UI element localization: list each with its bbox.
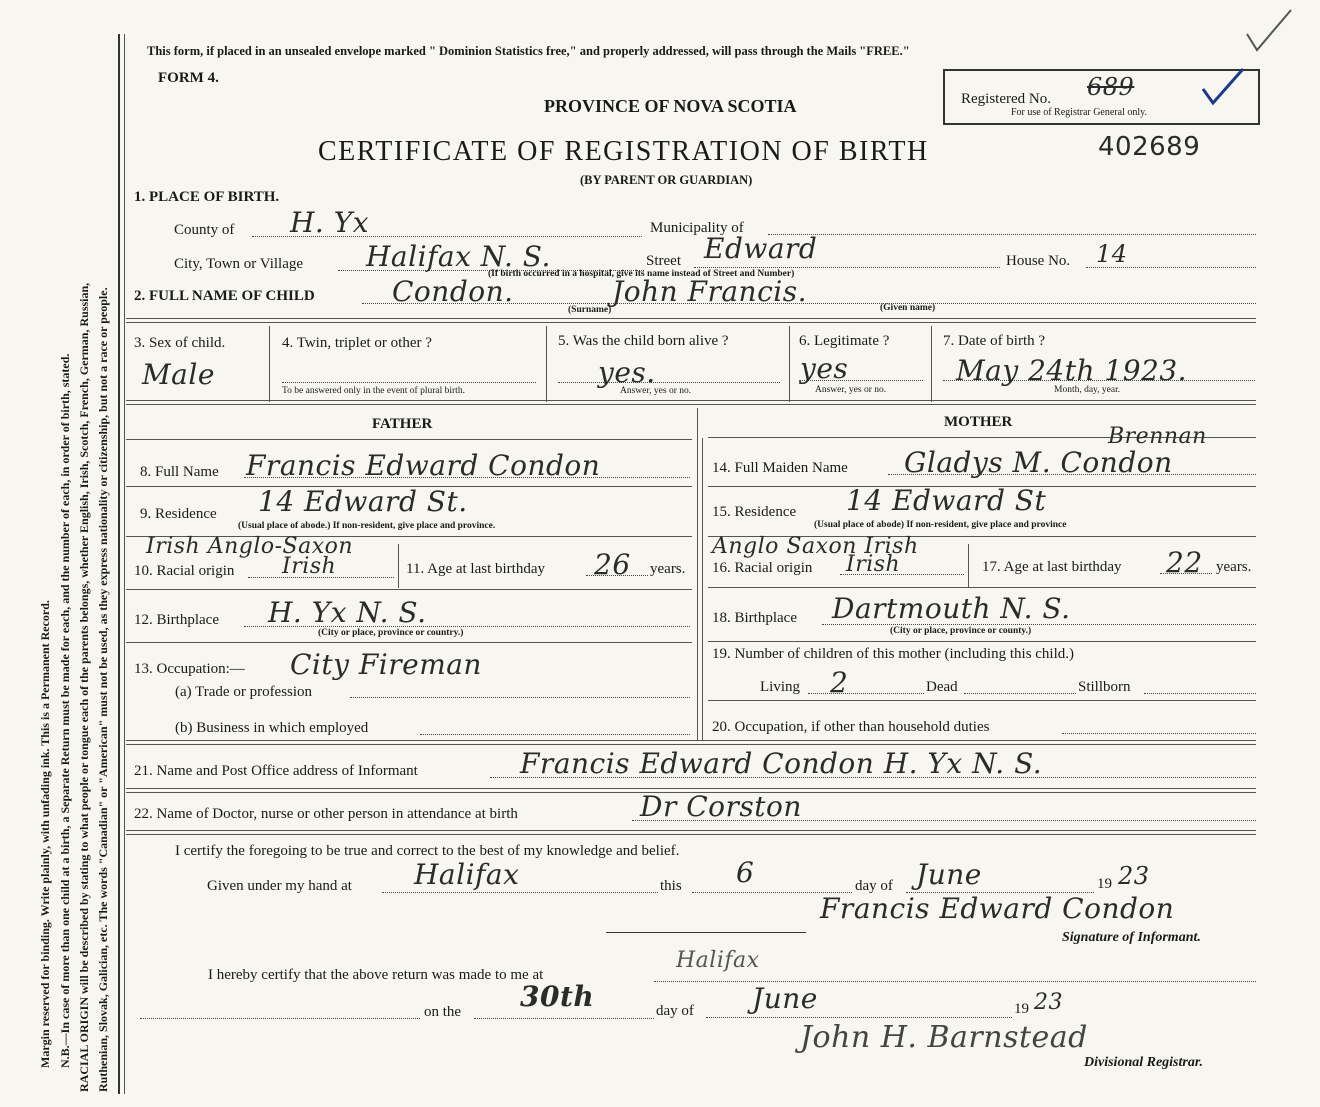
- registrar-statement: I hereby certify that the above return was made to me at: [208, 967, 544, 983]
- on-the-label: on the: [424, 1004, 462, 1020]
- stillborn-label: Stillborn: [1078, 679, 1131, 695]
- registrar-label: Divisional Registrar.: [1084, 1055, 1204, 1070]
- alive-note: Answer, yes or no.: [620, 386, 692, 396]
- city-label: City, Town or Village: [174, 256, 304, 272]
- municipality-label: Municipality of: [650, 220, 744, 236]
- child-name-label: 2. FULL NAME OF CHILD: [134, 288, 315, 304]
- living-label: Living: [760, 679, 800, 695]
- father-name-label: 8. Full Name: [140, 464, 219, 480]
- margin-note-racial-origin-cont: Ruthenian, Slovak, Galician, etc. The words "Canadian" or "American" must not be used, as they express nationality or citizenship, but not a race or people.: [96, 287, 110, 1092]
- informant-value: Francis Edward Condon H. Yx N. S.: [520, 747, 1043, 780]
- surname-note: (Surname): [568, 305, 612, 315]
- mother-heading: MOTHER: [944, 414, 1013, 430]
- mother-origin-extra: Anglo Saxon Irish: [712, 534, 919, 559]
- signature-label: Signature of Informant.: [1062, 930, 1201, 945]
- father-residence-label: 9. Residence: [140, 506, 217, 522]
- registration-year-prefix: 19: [1014, 1001, 1029, 1017]
- mother-origin-label: 16. Racial origin: [712, 560, 813, 576]
- certify-statement: I certify the foregoing to be true and correct to the best of my knowledge and belief.: [175, 843, 680, 859]
- alive-label: 5. Was the child born alive ?: [558, 333, 729, 349]
- blue-check-icon: [1201, 67, 1245, 107]
- father-age-years: years.: [650, 561, 686, 577]
- binding-line: [118, 34, 120, 1094]
- registration-day-of-label: day of: [656, 1003, 694, 1019]
- living-value: 2: [830, 666, 849, 699]
- father-age-label: 11. Age at last birthday: [406, 561, 545, 577]
- twin-note: To be answered only in the event of plural birth.: [282, 386, 465, 396]
- registration-year-suffix: 23: [1034, 990, 1063, 1015]
- given-label: Given under my hand at: [207, 878, 352, 894]
- county-label: County of: [174, 222, 235, 238]
- legitimate-note: Answer, yes or no.: [815, 385, 887, 395]
- mother-name-extra: Brennan: [1108, 424, 1207, 449]
- registrar-signature: John H. Barnstead: [800, 1020, 1088, 1055]
- sex-label: 3. Sex of child.: [134, 335, 226, 351]
- child-given-name: John Francis.: [612, 275, 807, 308]
- mother-birthplace-value: Dartmouth N. S.: [832, 592, 1071, 625]
- day-of-label: day of: [855, 878, 893, 894]
- child-surname: Condon.: [392, 275, 514, 308]
- mother-children-label: 19. Number of children of this mother (including this child.): [712, 646, 1075, 662]
- divider: [126, 318, 1256, 323]
- hospital-note: (If birth occurred in a hospital, give its name instead of Street and Number): [488, 269, 795, 279]
- father-name-value: Francis Edward Condon: [246, 449, 601, 482]
- street-label: Street: [646, 253, 681, 269]
- father-residence-value: 14 Edward St.: [258, 485, 468, 518]
- registration-day: 30th: [520, 980, 595, 1013]
- margin-note-racial-origin: RACIAL ORIGIN will be described by stating to what people or tongue each of the parents belongs, whether English, Irish, Scotch, French, German, Russian,: [77, 282, 91, 1092]
- form-number: FORM 4.: [158, 70, 219, 86]
- dob-value: May 24th 1923.: [956, 354, 1188, 387]
- father-age-value: 26: [594, 548, 631, 581]
- mother-residence-note: (Usual place of abode) If non-resident, give place and province: [814, 520, 1067, 530]
- dead-label: Dead: [926, 679, 958, 695]
- alive-value: yes.: [598, 356, 656, 389]
- mother-birthplace-label: 18. Birthplace: [712, 610, 797, 626]
- father-heading: FATHER: [372, 416, 433, 432]
- mother-age-years: years.: [1216, 559, 1252, 575]
- father-birthplace-label: 12. Birthplace: [134, 612, 219, 628]
- sex-value: Male: [142, 358, 215, 391]
- certificate-number: 402689: [1098, 132, 1201, 162]
- mother-name-value: Gladys M. Condon: [904, 446, 1173, 479]
- father-occupation-label: 13. Occupation:—: [134, 661, 245, 677]
- mother-name-label: 14. Full Maiden Name: [712, 460, 848, 476]
- father-birthplace-note: (City or place, province or country.): [318, 628, 464, 638]
- twin-label: 4. Twin, triplet or other ?: [282, 335, 432, 351]
- father-birthplace-value: H. Yx N. S.: [268, 596, 427, 629]
- year-prefix: 19: [1097, 876, 1112, 892]
- registrar-use-note: For use of Registrar General only.: [1011, 107, 1147, 118]
- informant-signature: Francis Edward Condon: [820, 892, 1175, 925]
- margin-note-binding: Margin reserved for binding. Write plainly, with unfading ink. This is a Permanent Record.: [38, 600, 52, 1068]
- checkmark-icon: [1245, 8, 1295, 54]
- given-day: 6: [736, 856, 755, 889]
- father-residence-note: (Usual place of abode.) If non-resident, give place and province.: [238, 521, 496, 531]
- street-value: Edward: [704, 232, 818, 265]
- given-place: Halifax: [414, 858, 520, 891]
- father-origin-extra: Irish Anglo-Saxon: [146, 534, 354, 559]
- doctor-label: 22. Name of Doctor, nurse or other person in attendance at birth: [134, 806, 518, 822]
- legitimate-label: 6. Legitimate ?: [799, 333, 890, 349]
- father-origin-value: Irish: [282, 554, 337, 579]
- this-label: this: [660, 878, 682, 894]
- county-value: H. Yx: [290, 206, 369, 239]
- father-occupation-value: City Fireman: [290, 648, 482, 681]
- doctor-value: Dr Corston: [640, 790, 802, 823]
- dob-label: 7. Date of birth ?: [943, 333, 1046, 349]
- mother-occupation-label: 20. Occupation, if other than household duties: [712, 719, 990, 735]
- father-trade-label: (a) Trade or profession: [175, 684, 313, 700]
- registered-number: 689: [1087, 73, 1135, 101]
- place-heading: 1. PLACE OF BIRTH.: [134, 189, 280, 205]
- certificate-title: CERTIFICATE OF REGISTRATION OF BIRTH: [318, 136, 929, 167]
- mother-origin-value: Irish: [846, 552, 901, 577]
- father-business-label: (b) Business in which employed: [175, 720, 369, 736]
- given-name-note: (Given name): [880, 303, 936, 313]
- legitimate-value: yes: [800, 352, 849, 385]
- informant-label: 21. Name and Post Office address of Informant: [134, 763, 418, 779]
- house-label: House No.: [1006, 253, 1071, 269]
- margin-note-plural-births: N.B.—In case of more than one child at a birth, a Separate Return must be made for each, and the number of each, in order of birth, stated.: [58, 353, 72, 1068]
- mother-birthplace-note: (City or place, province or county.): [890, 626, 1032, 636]
- mother-residence-value: 14 Edward St: [846, 484, 1047, 517]
- city-value: Halifax N. S.: [366, 240, 551, 273]
- mail-notice: This form, if placed in an unsealed envelope marked " Dominion Statistics free," and properly addressed, will pass through the Mails "FREE.": [147, 44, 910, 58]
- mother-age-value: 22: [1166, 546, 1203, 579]
- father-origin-label: 10. Racial origin: [134, 563, 235, 579]
- dob-note: Month, day, year.: [1054, 385, 1121, 395]
- mother-age-label: 17. Age at last birthday: [982, 559, 1122, 575]
- registration-month: June: [752, 982, 818, 1015]
- registrar-place: Halifax: [676, 948, 760, 973]
- mother-residence-label: 15. Residence: [712, 504, 797, 520]
- province: PROVINCE OF NOVA SCOTIA: [544, 96, 797, 116]
- given-month: June: [916, 858, 982, 891]
- house-value: 14: [1096, 240, 1128, 268]
- registration-box: [943, 69, 1260, 125]
- registered-label: Registered No.: [961, 91, 1051, 107]
- binding-line-inner: [124, 34, 125, 1094]
- certificate-subtitle: (BY PARENT OR GUARDIAN): [580, 173, 753, 187]
- year-suffix: 23: [1118, 862, 1150, 890]
